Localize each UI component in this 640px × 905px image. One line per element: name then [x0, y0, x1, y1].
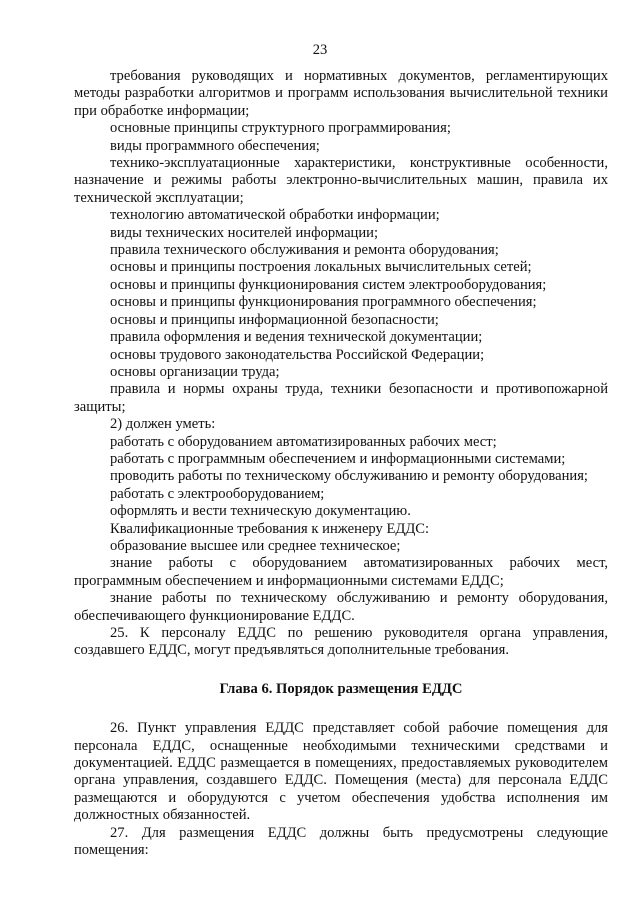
paragraph: основы организации труда; [110, 363, 280, 380]
document-body [74, 68, 608, 859]
paragraph: основы трудового законодательства Российской Федерации; [110, 346, 485, 363]
paragraph: Квалификационные требования к инженеру ЕДДС: [110, 520, 430, 537]
paragraph: работать с оборудованием автоматизированных рабочих мест; [110, 433, 497, 450]
paragraph: основы и принципы построения локальных вычислительных сетей; [110, 259, 532, 276]
paragraph: образование высшее или среднее техническое; [110, 537, 401, 554]
paragraph: работать с электрооборудованием; [110, 485, 325, 502]
paragraph: 2) должен уметь: [110, 416, 216, 433]
paragraph: основные принципы структурного программирования; [110, 120, 451, 137]
paragraph: виды технических носителей информации; [110, 224, 379, 241]
paragraph: знание работы по техническому обслуживанию и ремонту оборудования, обеспечивающего функционирование ЕДДС. [74, 590, 608, 624]
paragraph: правила оформления и ведения технической документации; [110, 329, 483, 346]
paragraph: работать с программным обеспечением и информационными системами; [110, 450, 566, 467]
paragraph: технико-эксплуатационные характеристики, конструктивные особенности, назначение и режимы работы электронно-вычислительных машин, правила их технической эксплуатации; [74, 155, 608, 206]
paragraph: 27. Для размещения ЕДДС должны быть предусмотрены следующие помещения: [74, 824, 608, 859]
paragraph: проводить работы по техническому обслуживанию и ремонту оборудования; [110, 468, 588, 485]
paragraph: правила технического обслуживания и ремонта оборудования; [110, 242, 499, 259]
paragraph: основы и принципы функционирования систем электрооборудования; [110, 276, 547, 293]
paragraph: основы и принципы функционирования программного обеспечения; [110, 294, 537, 311]
paragraph: виды программного обеспечения; [110, 137, 320, 154]
paragraph: 26. Пункт управления ЕДДС представляет собой рабочие помещения для персонала ЕДДС, оснащенные необходимыми техническими средствами и документацией. ЕДДС размещается в помещениях, предоставляемых руководителем органа управления, создавшего ЕДДС. Помещения (места) для персонала ЕДДС размещаются и оборудуются с учетом обеспечения удобства исполнения им должностных обязанностей. [74, 720, 608, 824]
paragraph: технологию автоматической обработки информации; [110, 207, 440, 224]
page-number: 23 [312, 42, 328, 58]
paragraph: основы и принципы информационной безопасности; [110, 311, 439, 328]
paragraph: 25. К персоналу ЕДДС по решению руководителя органа управления, создавшего ЕДДС, могут предъявляться дополнительные требования. [74, 625, 608, 659]
paragraph: знание работы с оборудованием автоматизированных рабочих мест, программным обеспечением и информационными системами ЕДДС; [74, 555, 608, 589]
paragraph: оформлять и вести техническую документацию. [110, 503, 411, 520]
chapter-heading: Глава 6. Порядок размещения ЕДДС [219, 680, 463, 697]
paragraph: правила и нормы охраны труда, техники безопасности и противопожарной защиты; [74, 381, 608, 415]
paragraph: требования руководящих и нормативных документов, регламентирующих методы разработки алгоритмов и программ использования вычислительной техники при обработке информации; [74, 68, 608, 119]
